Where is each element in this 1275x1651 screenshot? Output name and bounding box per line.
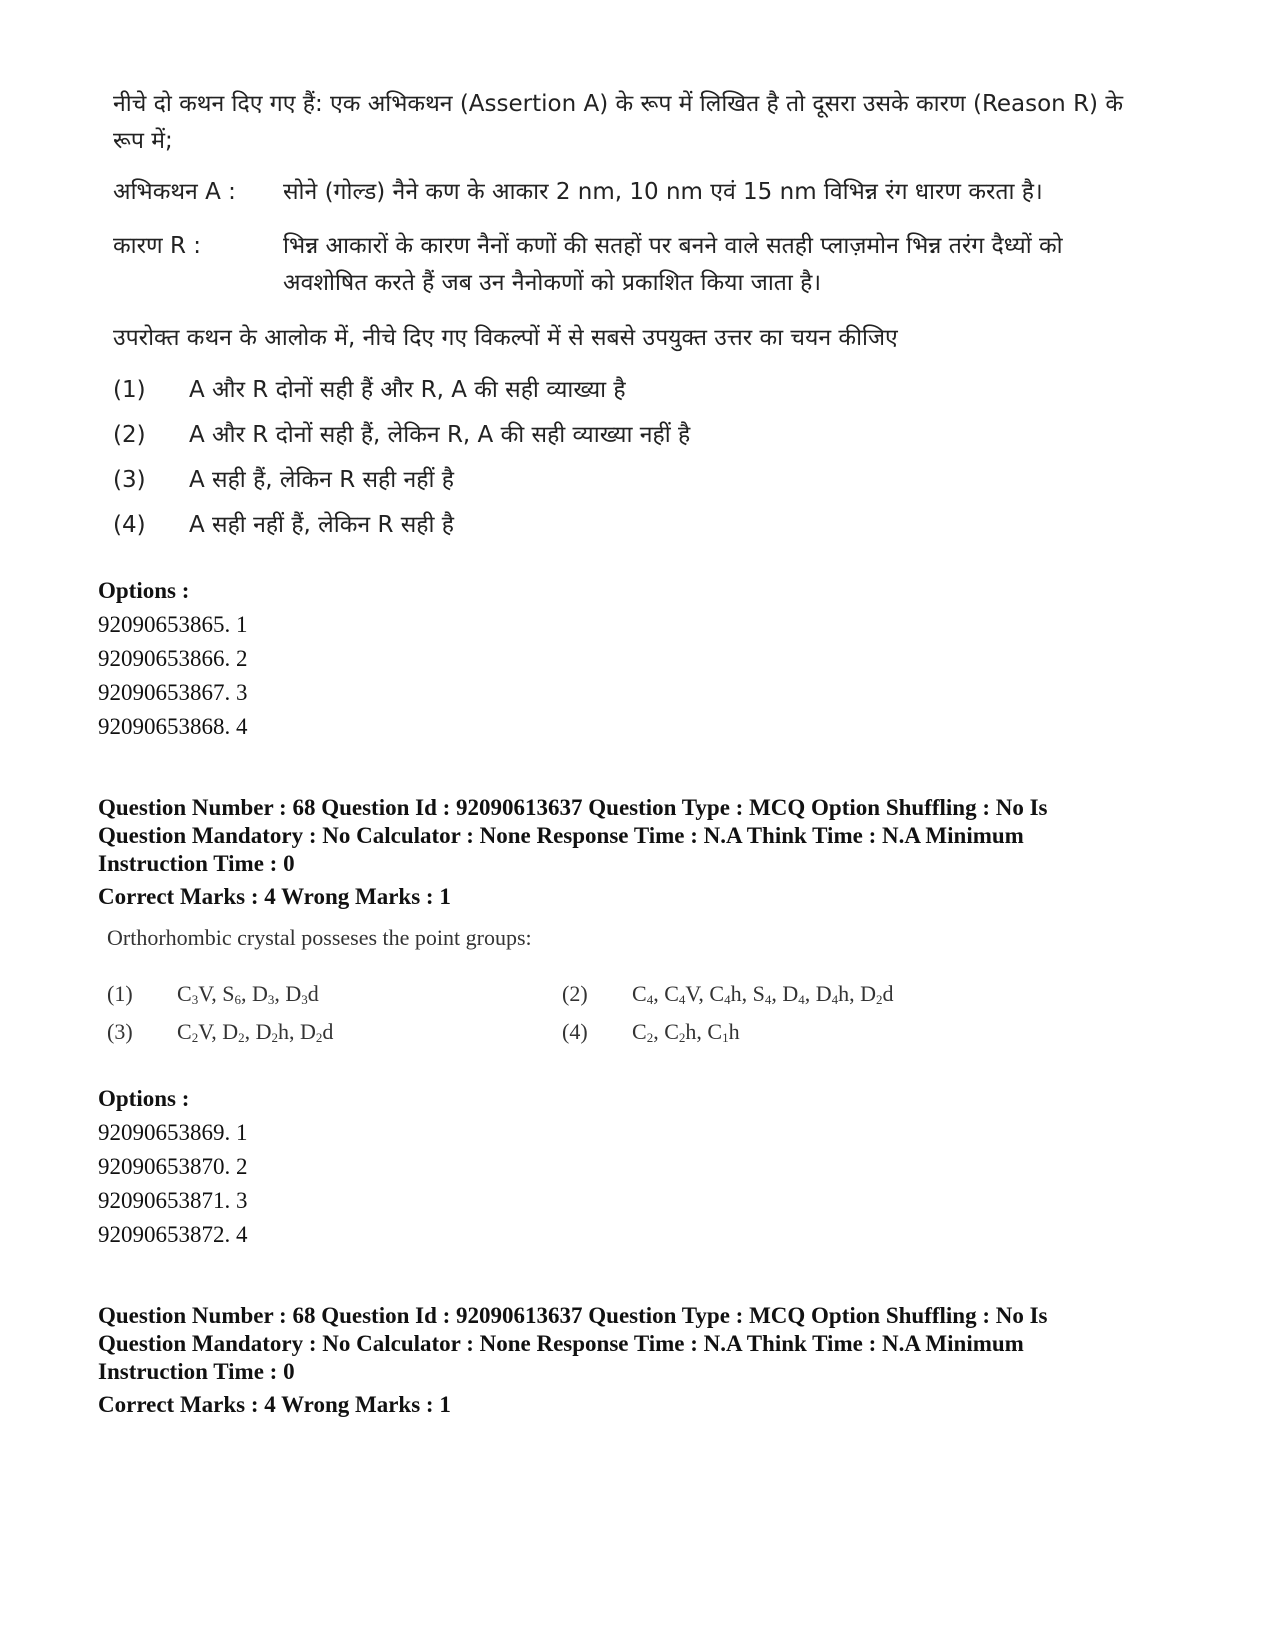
option-id: 92090653867. 3 xyxy=(98,680,248,705)
ortho-option xyxy=(107,1016,547,1048)
assertion-label: अभिकथन A : xyxy=(113,179,236,205)
hindi-option xyxy=(113,372,1113,409)
option-number: (4) xyxy=(562,1019,588,1044)
question-meta-line: Question Number : 68 Question Id : 92090613637 Question Type : MCQ Option Shuffling : No Is xyxy=(98,1303,1048,1328)
option-id: 92090653865. 1 xyxy=(98,612,248,637)
question-meta-line: Question Mandatory : No Calculator : None Response Time : N.A Think Time : N.A Minimum xyxy=(98,1331,1024,1356)
ortho-question-stem: Orthorhombic crystal posseses the point groups: xyxy=(107,925,532,950)
option-text: $C_3V$, $S_6$, $D_3$, $D_3d$ xyxy=(177,981,319,1007)
hindi-instruction: उपरोक्त कथन के आलोक में, नीचे दिए गए विकल्पों में से सबसे उपयुक्त उत्तर का चयन कीजिए xyxy=(113,325,898,351)
option-id: 92090653869. 1 xyxy=(98,1120,248,1145)
option-text: $C_4$, $C_4V$, $C_4h$, $S_4$, $D_4$, $D_4h$, $D_2d$ xyxy=(632,981,894,1007)
option-text: A सही नहीं हैं, लेकिन R सही है xyxy=(189,512,454,538)
option-text: A सही हैं, लेकिन R सही नहीं है xyxy=(189,467,454,493)
option-number: (3) xyxy=(107,1019,133,1044)
hindi-question-intro: नीचे दो कथन दिए गए हैं: एक अभिकथन (Assertion A) के रूप में लिखित है तो दूसरा उसके कारण (Reason R) के रूप में; xyxy=(113,91,1124,154)
ortho-option xyxy=(562,978,1082,1010)
assertion-row xyxy=(113,174,1123,211)
option-text: A और R दोनों सही हैं और R, A की सही व्याख्या है xyxy=(189,377,626,403)
reason-text: भिन्न आकारों के कारण नैनों कणों की सतहों पर बनने वाले सतही प्लाज़मोन भिन्न तरंग दैध्यों को अवशोषित करते हैं जब उन नैनोकणों को प्रकाशित किया जाता है। xyxy=(283,233,1063,296)
option-id: 92090653866. 2 xyxy=(98,646,248,671)
question-marks: Correct Marks : 4 Wrong Marks : 1 xyxy=(98,1392,451,1417)
option-number: (2) xyxy=(113,422,146,448)
question-meta-block xyxy=(98,794,1178,878)
ortho-option xyxy=(107,978,547,1010)
hindi-option xyxy=(113,417,1113,454)
option-number: (4) xyxy=(113,512,146,538)
options-heading: Options : xyxy=(98,578,190,603)
question-meta-line: Instruction Time : 0 xyxy=(98,1359,295,1384)
question-marks: Correct Marks : 4 Wrong Marks : 1 xyxy=(98,884,451,909)
option-text: $C_2V$, $D_2$, $D_2h$, $D_2d$ xyxy=(177,1019,334,1045)
reason-row xyxy=(113,228,1123,302)
question-meta-line: Question Number : 68 Question Id : 92090613637 Question Type : MCQ Option Shuffling : No Is xyxy=(98,795,1048,820)
option-text: A और R दोनों सही हैं, लेकिन R, A की सही व्याख्या नहीं है xyxy=(189,422,691,448)
option-number: (2) xyxy=(562,981,588,1006)
options-heading: Options : xyxy=(98,1086,190,1111)
ortho-option xyxy=(562,1016,1082,1048)
option-text: $C_2$, $C_2h$, $C_1h$ xyxy=(632,1019,740,1045)
option-id: 92090653871. 3 xyxy=(98,1188,248,1213)
option-id: 92090653870. 2 xyxy=(98,1154,248,1179)
option-number: (3) xyxy=(113,467,146,493)
question-meta-block xyxy=(98,1302,1178,1386)
hindi-option xyxy=(113,462,1113,499)
reason-label: कारण R : xyxy=(113,233,202,259)
assertion-text: सोने (गोल्ड) नैने कण के आकार 2 nm, 10 nm एवं 15 nm विभिन्न रंग धारण करता है। xyxy=(283,179,1043,205)
option-id: 92090653872. 4 xyxy=(98,1222,248,1247)
hindi-option xyxy=(113,507,1113,544)
option-number: (1) xyxy=(107,981,133,1006)
option-number: (1) xyxy=(113,377,146,403)
option-id: 92090653868. 4 xyxy=(98,714,248,739)
question-meta-line: Instruction Time : 0 xyxy=(98,851,295,876)
question-meta-line: Question Mandatory : No Calculator : None Response Time : N.A Think Time : N.A Minimum xyxy=(98,823,1024,848)
